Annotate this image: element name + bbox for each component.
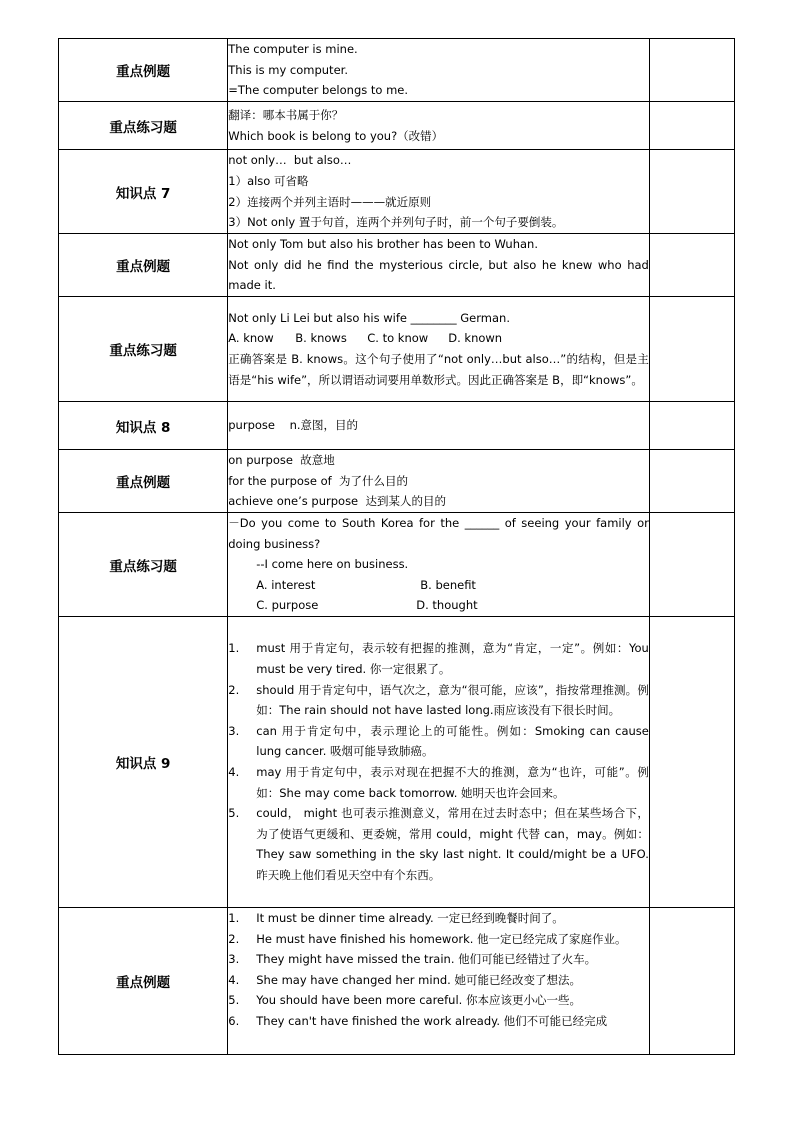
row-content [228,102,650,150]
content-line: 1）also 可省略 [228,173,309,188]
list-number: 5. [228,806,240,821]
option: B. benefit [420,577,476,592]
answer-options [228,595,649,616]
row-content [228,908,650,1055]
option: D. known [448,331,503,346]
content-line: This is my computer. [228,62,348,77]
notes-cell [649,908,734,1055]
notes-cell [649,102,734,150]
table-row [59,234,735,297]
list-item [228,680,649,721]
answer-explanation: 正确答案是 B. knows。这个句子使用了“not only…but also…”的结构，但是主语是“his wife”，所以谓语动词要用单数形式。因此正确答案是 B，即“knows”。 [228,352,649,387]
list-number: 3. [228,723,240,738]
table-row [59,617,735,908]
content-line: on purpose 故意地 [228,453,335,468]
content-line: 3）Not only 置于句首，连两个并列句子时，前一个句子要倒装。 [228,215,564,230]
notes-cell [649,617,734,908]
row-content [228,297,650,402]
table-row [59,39,735,102]
list-item [228,949,649,970]
row-content [228,150,650,234]
lesson-table [58,38,735,1055]
list-item [228,803,649,885]
option: C. purpose [256,598,319,613]
row-label: 重点例题 [59,234,228,297]
row-content [228,234,650,297]
list-item [228,638,649,679]
list-item [228,929,649,950]
row-label: 重点练习题 [59,513,228,617]
answer-options [228,575,649,596]
list-number: 6. [228,1013,240,1028]
row-content [228,617,650,908]
list-item [228,908,649,929]
reply-text: --I come here on business. [256,557,409,572]
list-text: may 用于肯定句中，表示对现在把握不大的推测，意为“也许，可能”。例如：She may come back tomorrow. 她明天也许会回来。 [256,765,649,800]
option: A. interest [256,577,316,592]
list-number: 5. [228,993,240,1008]
table-row [59,908,735,1055]
content-line: achieve one’s purpose 达到某人的目的 [228,494,446,509]
notes-cell [649,513,734,617]
list-text: It must be dinner time already. 一定已经到晚餐时间了。 [256,911,564,925]
row-content [228,450,650,513]
content-line: 2）连接两个并列主语时———就近原则 [228,194,432,209]
option: C. to know [367,331,429,346]
row-label: 知识点 9 [59,617,228,908]
content-line: 翻译：哪本书属于你？ [228,107,344,122]
list-item [228,721,649,762]
list-item [228,970,649,991]
row-label: 重点例题 [59,450,228,513]
row-label: 重点例题 [59,39,228,102]
numbered-list [228,908,649,1032]
content-line: Not only Tom but also his brother has been to Wuhan. [228,237,538,252]
content-line: purpose n.意图，目的 [228,418,359,433]
list-text: can 用于肯定句中，表示理论上的可能性。例如：Smoking can cause lung cancer. 吸烟可能导致肺癌。 [256,723,649,759]
option: D. thought [416,598,478,613]
list-number: 2. [228,682,240,697]
content-line: Which book is belong to you?（改错） [228,128,444,143]
row-content [228,513,650,617]
row-label: 重点练习题 [59,102,228,150]
question-text: Not only Li Lei but also his wife ________ German. [228,310,510,325]
list-text: should 用于肯定句中，语气次之，意为“很可能，应该”，指按常理推测。例如：The rain should not have lasted long.雨应该没有下很长时间。 [256,682,649,718]
list-number: 2. [228,931,240,946]
row-content [228,39,650,102]
list-text: could， might 也可表示推测意义，常用在过去时态中；但在某些场合下，为了使语气更缓和、更委婉，常用 could，might 代替 can，may。例如：They saw something in the sky last night. It could/might be a UFO. 昨天晚上他们看见天空中有个东西。 [256,806,649,882]
content-line: for the purpose of 为了什么目的 [228,473,409,488]
table-row [59,450,735,513]
row-content [228,402,650,450]
option: A. know [228,331,274,346]
list-number: 4. [228,765,240,779]
list-number: 1. [228,911,240,925]
list-text: They might have missed the train. 他们可能已经错过了火车。 [256,952,597,967]
list-number: 4. [228,972,240,987]
list-item [228,990,649,1011]
list-number: 1. [228,641,240,656]
table-row [59,102,735,150]
list-item [228,762,649,803]
numbered-list [228,638,649,885]
content-line: The computer is mine. [228,42,358,57]
content-line: not only… but also… [228,153,352,168]
table-row [59,513,735,617]
table-row [59,150,735,234]
row-label: 重点练习题 [59,297,228,402]
row-label: 知识点 8 [59,402,228,450]
table-row [59,402,735,450]
list-item [228,1011,649,1032]
row-label: 重点例题 [59,908,228,1055]
list-text: She may have changed her mind. 她可能已经改变了想法。 [256,972,581,987]
option: B. knows [295,331,347,346]
list-text: He must have finished his homework. 他一定已经完成了家庭作业。 [256,931,627,946]
notes-cell [649,150,734,234]
list-number: 3. [228,952,240,967]
table-row [59,297,735,402]
notes-cell [649,39,734,102]
notes-cell [649,234,734,297]
question-text: －Do you come to South Korea for the ______ of seeing your family or doing business? [228,516,649,551]
row-label: 知识点 7 [59,150,228,234]
list-text: They can't have finished the work already. 他们不可能已经完成 [256,1013,608,1028]
content-line: Not only did he find the mysterious circle, but also he knew who had made it. [228,257,649,293]
notes-cell [649,450,734,513]
answer-options [228,328,649,349]
notes-cell [649,402,734,450]
list-text: You should have been more careful. 你本应该更小心一些。 [256,993,581,1008]
notes-cell [649,297,734,402]
list-text: must 用于肯定句，表示较有把握的推测，意为“肯定，一定”。例如：You must be very tired. 你一定很累了。 [256,641,649,677]
content-line: =The computer belongs to me. [228,83,409,98]
